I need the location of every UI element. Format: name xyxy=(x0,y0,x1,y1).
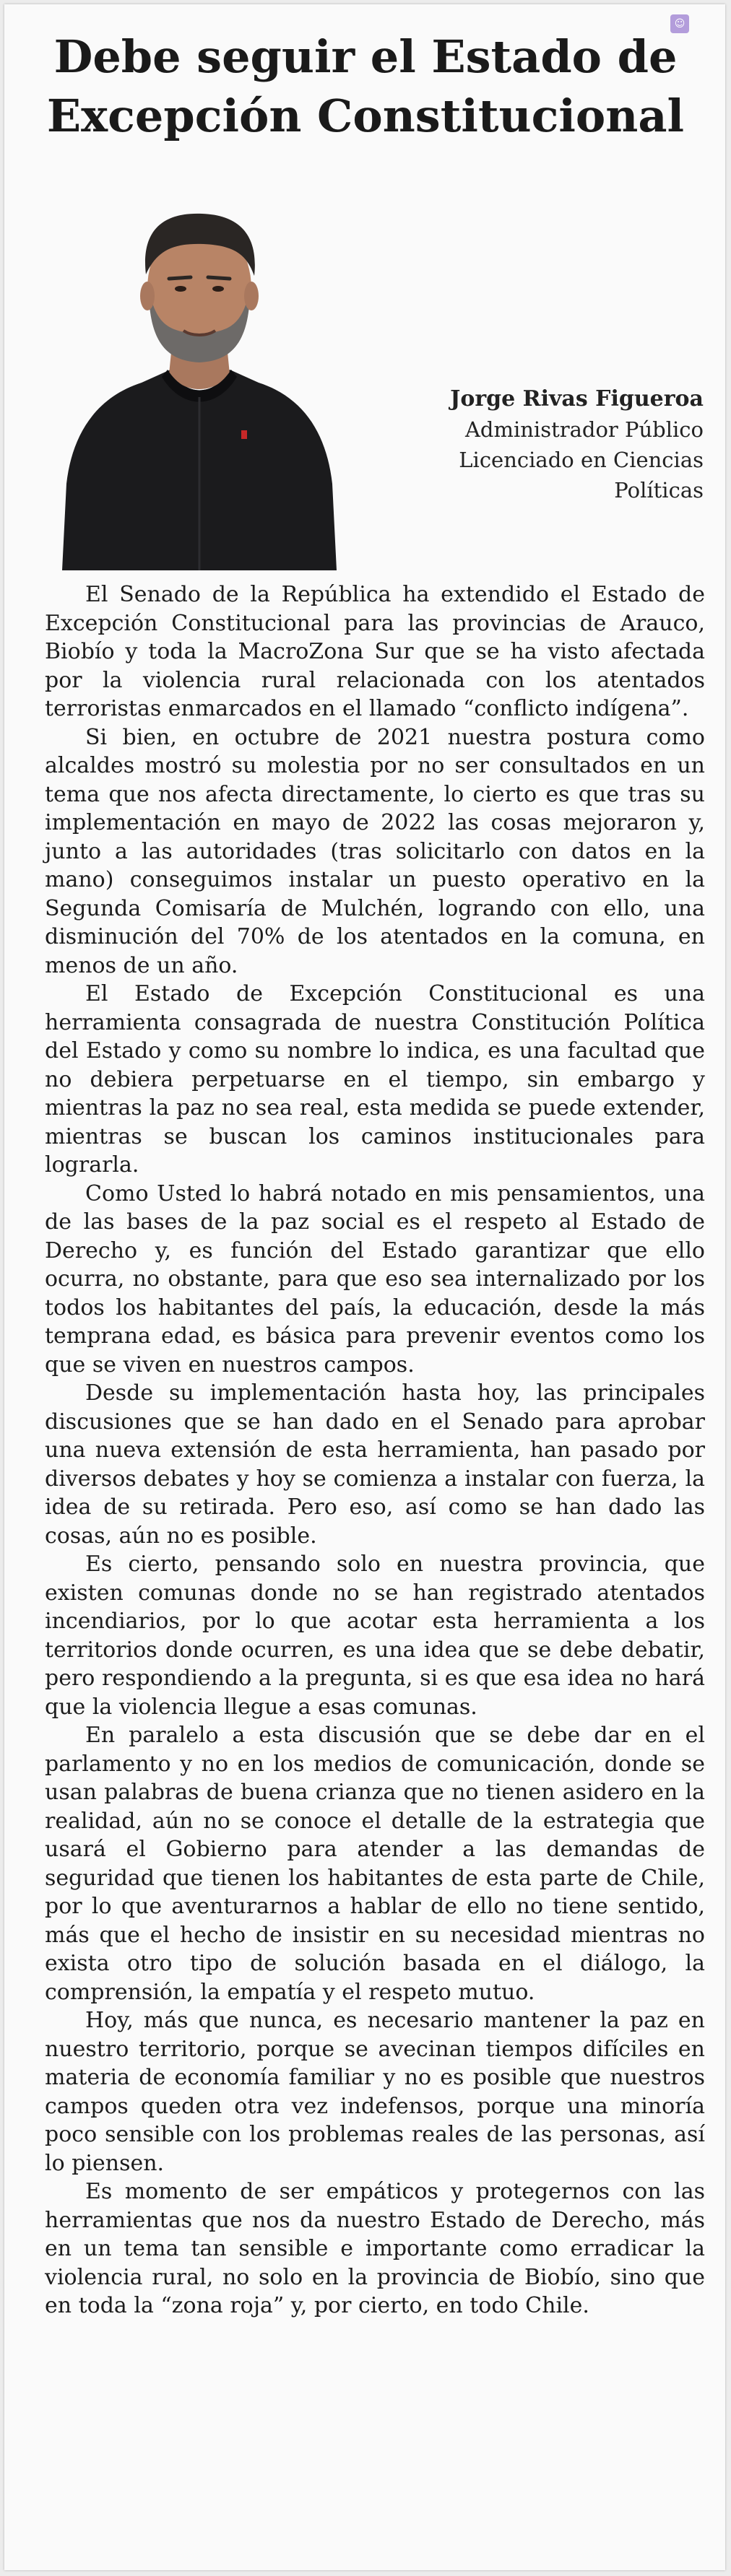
article-paragraph: El Senado de la República ha extendido el Estado de Excepción Constitucional para las provincias de Arauco, Biobío y toda la MacroZona Sur que se ha visto afectada por la violencia rural relacionada con los atentados terroristas enmarcados en el llamado “conflicto indígena”. xyxy=(45,582,705,721)
author-name: Jorge Rivas Figueroa xyxy=(450,386,704,412)
article-page xyxy=(4,4,725,2570)
article-title xyxy=(26,27,705,146)
author-title-line-1: Administrador Público xyxy=(464,417,704,442)
article-title-line-1: Debe seguir el Estado de xyxy=(53,30,678,83)
article-paragraph: Como Usted lo habrá notado en mis pensamientos, una de las bases de la paz social es el respeto al Estado de Derecho y, es función del Estado garantizar que ello ocurra, no obstante, para que eso sea internalizado por los todos los habitantes del país, la educación, desde la más temprana edad, es básica para prevenir eventos como los que se viven en nuestros campos. xyxy=(45,1180,705,1378)
article-paragraph: Es cierto, pensando solo en nuestra provincia, que existen comunas donde no se han registrado atentados incendiarios, por lo que acotar esta herramienta a los territorios donde ocurren, es una idea que se debe debatir, pero respondiendo a la pregunta, si es que esa idea no hará que la violencia llegue a esas comunas. xyxy=(45,1552,705,1720)
article-body xyxy=(45,580,705,2320)
article-paragraph: El Estado de Excepción Constitucional es una herramienta consagrada de nuestra Constitución Política del Estado y como su nombre lo indica, es una facultad que no debiera perpetuarse en el tiempo, sin embargo y mientras la paz no sea real, esta medida se puede extender, mientras se buscan los caminos institucionales para lograrla. xyxy=(45,981,705,1178)
article-paragraph: En paralelo a esta discusión que se debe dar en el parlamento y no en los medios de comunicación, donde se usan palabras de buena crianza que no tienen asidero en la realidad, aún no se conoce el detalle de la estrategia que usará el Gobierno para atender a las demandas de seguridad que tienen los habitantes de esta parte de Chile, por lo que aventurarnos a hablar de ello no tiene sentido, más que el hecho de insistir en su necesidad mientras no exista otro tipo de solución basada en el diálogo, la comprensión, la empatía y el respeto mutuo. xyxy=(45,1723,705,2005)
emoji-badge-icon[interactable]: ☺ xyxy=(670,14,689,33)
article-paragraph: Si bien, en octubre de 2021 nuestra postura como alcaldes mostró su molestia por no ser consultados en un tema que nos afecta directamente, lo cierto es que tras su implementación en mayo de 2022 las cosas mejoraron y, junto a las autoridades (tras solicitarlo con datos en la mano) conseguimos instalar un puesto operativo en la Segunda Comisaría de Mulchén, logrando con ello, una disminución del 70% de los atentados en la comuna, en menos de un año. xyxy=(45,724,705,978)
article-title-line-2: Excepción Constitucional xyxy=(46,90,685,142)
article-paragraph: Hoy, más que nunca, es necesario mantener la paz en nuestro territorio, porque se avecinan tiempos difíciles en materia de economía familiar y no es posible que nuestros campos queden otra vez indefensos, porque una minoría poco sensible con los problemas reales de las personas, así lo piensen. xyxy=(45,2008,705,2176)
author-photo xyxy=(62,180,337,570)
article-paragraph: Desde su implementación hasta hoy, las principales discusiones que se han dado en el Senado para aprobar una nueva extensión de esta herramienta, han pasado por diversos debates y hoy se comienza a instalar con fuerza, la idea de su retirada. Pero eso, así como se han dado las cosas, aún no es posible. xyxy=(45,1380,705,1549)
article-paragraph: Es momento de ser empáticos y protegernos con las herramientas que nos da nuestro Estado de Derecho, más en un tema tan sensible e importante como erradicar la violencia rural, no solo en la provincia de Biobío, sino que en toda la “zona roja” y, por cierto, en todo Chile. xyxy=(45,2179,705,2318)
author-byline xyxy=(386,384,704,505)
author-title-line-2: Licenciado en Ciencias xyxy=(459,448,704,472)
author-title-line-3: Políticas xyxy=(614,478,704,502)
